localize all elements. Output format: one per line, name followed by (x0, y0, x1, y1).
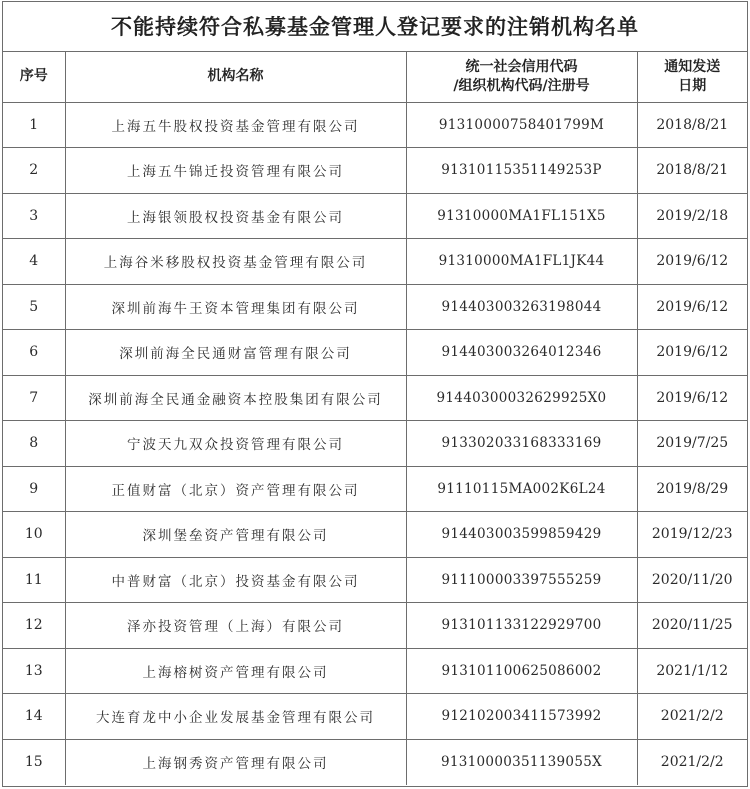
row-number-cell: 11 (3, 557, 65, 603)
notice-date-cell: 2019/2/18 (637, 193, 747, 239)
row-number-cell: 14 (3, 694, 65, 740)
table-row (3, 102, 747, 148)
credit-code-cell: 91310115351149253P (406, 148, 637, 194)
notice-date-cell: 2020/11/25 (637, 603, 747, 649)
institution-name-cell: 正值财富（北京）资产管理有限公司 (65, 466, 406, 512)
table-row (3, 694, 747, 740)
institution-name-cell: 深圳前海全民通财富管理有限公司 (65, 330, 406, 376)
notice-date-cell: 2021/2/2 (637, 739, 747, 785)
credit-code-cell: 91440300032629925X0 (406, 375, 637, 421)
table-row (3, 466, 747, 512)
notice-date-cell: 2020/11/20 (637, 557, 747, 603)
institution-name-cell: 上海银领股权投资基金有限公司 (65, 193, 406, 239)
credit-code-cell: 913302033168333169 (406, 421, 637, 467)
credit-code-cell: 912102003411573992 (406, 694, 637, 740)
credit-code-cell: 91310000351139055X (406, 739, 637, 785)
column-header-code (406, 52, 637, 102)
credit-code-cell: 91110115MA002K6L24 (406, 466, 637, 512)
row-number-cell: 10 (3, 512, 65, 558)
credit-code-cell: 91310000MA1FL151X5 (406, 193, 637, 239)
page-title: 不能持续符合私募基金管理人登记要求的注销机构名单 (3, 2, 747, 52)
credit-code-cell: 91310000MA1FL1JK44 (406, 239, 637, 285)
credit-code-cell: 914403003599859429 (406, 512, 637, 558)
table-row (3, 421, 747, 467)
row-number-cell: 8 (3, 421, 65, 467)
column-header-no: 序号 (3, 52, 65, 102)
row-number-cell: 5 (3, 284, 65, 330)
notice-date-cell: 2019/6/12 (637, 239, 747, 285)
table-row (3, 284, 747, 330)
table-row (3, 512, 747, 558)
institution-name-cell: 大连育龙中小企业发展基金管理有限公司 (65, 694, 406, 740)
row-number-cell: 3 (3, 193, 65, 239)
institution-name-cell: 宁波天九双众投资管理有限公司 (65, 421, 406, 467)
column-header-date-line1: 通知发送 (664, 58, 721, 75)
institution-name-cell: 深圳前海全民通金融资本控股集团有限公司 (65, 375, 406, 421)
institution-name-cell: 上海五牛锦迁投资管理有限公司 (65, 148, 406, 194)
credit-code-cell: 913101133122929700 (406, 603, 637, 649)
table-row (3, 648, 747, 694)
institution-name-cell: 上海榕树资产管理有限公司 (65, 648, 406, 694)
notice-date-cell: 2018/8/21 (637, 102, 747, 148)
institution-name-cell: 上海五牛股权投资基金管理有限公司 (65, 102, 406, 148)
table-row (3, 603, 747, 649)
institution-name-cell: 中普财富（北京）投资基金有限公司 (65, 557, 406, 603)
row-number-cell: 1 (3, 102, 65, 148)
table-row (3, 330, 747, 376)
institutions-table (3, 52, 747, 785)
notice-date-cell: 2019/8/29 (637, 466, 747, 512)
row-number-cell: 6 (3, 330, 65, 376)
table-row (3, 557, 747, 603)
column-header-code-line2: /组织机构代码/注册号 (453, 77, 590, 94)
notice-date-cell: 2019/6/12 (637, 330, 747, 376)
table-row (3, 739, 747, 785)
table-row (3, 239, 747, 285)
row-number-cell: 15 (3, 739, 65, 785)
credit-code-cell: 91310000758401799M (406, 102, 637, 148)
institution-name-cell: 深圳堡垒资产管理有限公司 (65, 512, 406, 558)
notice-date-cell: 2019/6/12 (637, 375, 747, 421)
notice-date-cell: 2021/1/12 (637, 648, 747, 694)
row-number-cell: 2 (3, 148, 65, 194)
row-number-cell: 4 (3, 239, 65, 285)
table-row (3, 148, 747, 194)
row-number-cell: 9 (3, 466, 65, 512)
notice-date-cell: 2021/2/2 (637, 694, 747, 740)
table-row (3, 193, 747, 239)
notice-date-cell: 2018/8/21 (637, 148, 747, 194)
notice-date-cell: 2019/6/12 (637, 284, 747, 330)
column-header-code-line1: 统一社会信用代码 (465, 58, 578, 75)
institution-name-cell: 泽亦投资管理（上海）有限公司 (65, 603, 406, 649)
notice-date-cell: 2019/12/23 (637, 512, 747, 558)
credit-code-cell: 914403003264012346 (406, 330, 637, 376)
institution-name-cell: 深圳前海牛王资本管理集团有限公司 (65, 284, 406, 330)
table-row (3, 375, 747, 421)
deregistered-institutions-sheet (2, 1, 748, 787)
row-number-cell: 12 (3, 603, 65, 649)
column-header-date-line2: 日期 (678, 77, 707, 94)
credit-code-cell: 913101100625086002 (406, 648, 637, 694)
credit-code-cell: 914403003263198044 (406, 284, 637, 330)
column-header-name: 机构名称 (65, 52, 406, 102)
table-header-row (3, 52, 747, 102)
row-number-cell: 7 (3, 375, 65, 421)
row-number-cell: 13 (3, 648, 65, 694)
notice-date-cell: 2019/7/25 (637, 421, 747, 467)
institution-name-cell: 上海钢秀资产管理有限公司 (65, 739, 406, 785)
credit-code-cell: 911100003397555259 (406, 557, 637, 603)
institution-name-cell: 上海谷米移股权投资基金管理有限公司 (65, 239, 406, 285)
table-body (3, 102, 747, 785)
column-header-date (637, 52, 747, 102)
